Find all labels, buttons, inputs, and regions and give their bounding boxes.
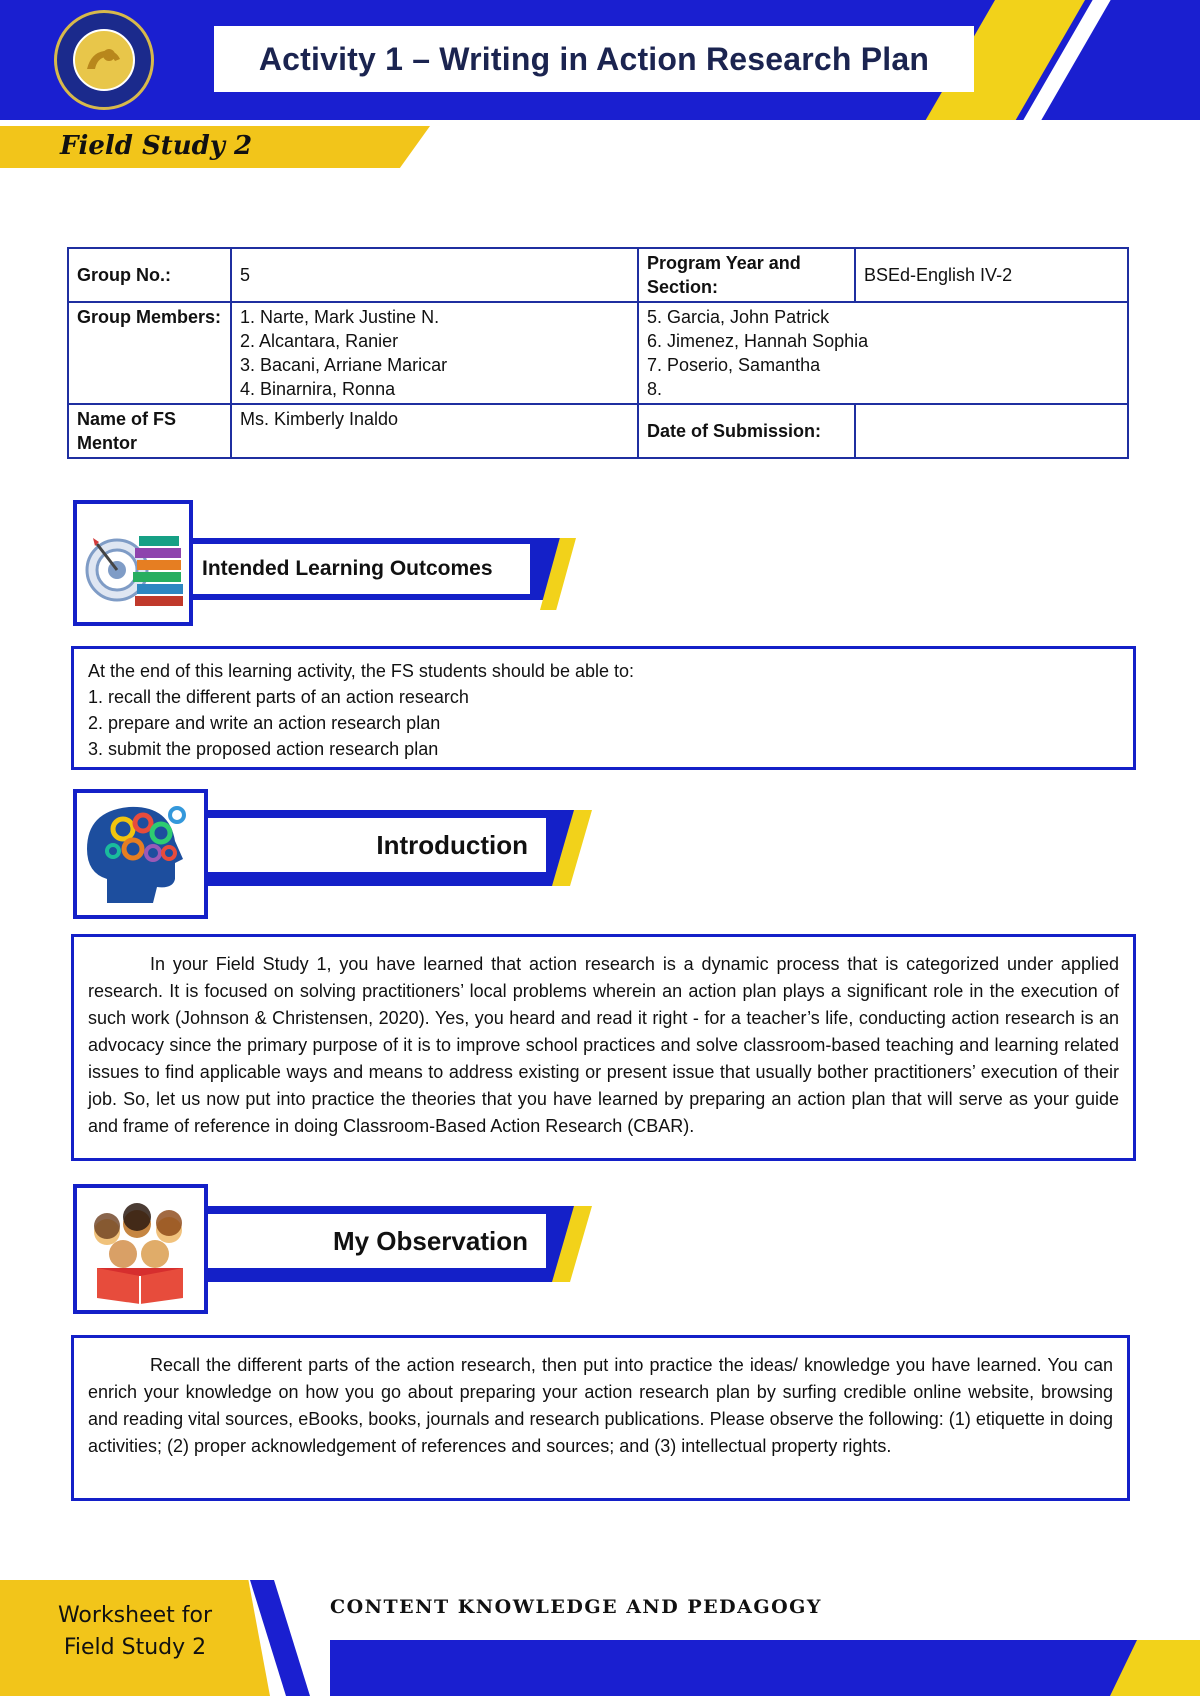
footer-worksheet-line2: Field Study 2 xyxy=(63,1635,207,1660)
head-gears-icon xyxy=(73,789,208,919)
member-item: 7. Poserio, Samantha xyxy=(647,355,821,375)
lion-emblem-icon xyxy=(75,31,133,89)
table-row xyxy=(68,248,1128,302)
member-item: 8. xyxy=(647,379,663,399)
members-right-cell xyxy=(638,302,1128,404)
member-item: 4. Binarnira, Ronna xyxy=(240,379,396,399)
university-seal-center xyxy=(73,29,135,91)
group-no-value: 5 xyxy=(231,248,638,302)
footer-blue-band xyxy=(330,1640,1200,1696)
member-item: 6. Jimenez, Hannah Sophia xyxy=(647,331,869,351)
ilo-item: 1. recall the different parts of an action research xyxy=(88,687,469,707)
member-item: 1. Narte, Mark Justine N. xyxy=(240,307,440,327)
program-label: Program Year and Section: xyxy=(638,248,855,302)
table-row xyxy=(68,302,1128,404)
ilo-item: 3. submit the proposed action research plan xyxy=(88,739,439,759)
members-left-cell xyxy=(231,302,638,404)
intro-paragraph: In your Field Study 1, you have learned that action research is a dynamic process that is categorized under applied research. It is focused on solving practitioners’ local problems wherein an action plan plays a significant role in the execution of such work (Johnson & Christensen, 2020). Yes, you heard and read it right - for a teacher’s life, conducting action research is an advocacy since the primary purpose of it is to improve school practices and solve classroom-based teaching and learning related issues to find applicable ways and means to address existing or present issue that usually bother practitioners’ execution of their job. So, let us now put into practice the theories that you have learned by preparing an action plan that will serve as your guide and frame of reference in doing Classroom-Based Action Research (CBAR). xyxy=(88,954,1119,1136)
observation-content-box xyxy=(71,1335,1130,1501)
member-item: 2. Alcantara, Ranier xyxy=(240,331,399,351)
footer-course-title: CONTENT KNOWLEDGE AND PEDAGOGY xyxy=(330,1596,822,1618)
program-value: BSEd-English IV-2 xyxy=(855,248,1128,302)
ilo-intro-line: At the end of this learning activity, the FS students should be able to: xyxy=(88,661,634,681)
title-box xyxy=(214,26,974,92)
footer-worksheet-line1: Worksheet for xyxy=(57,1603,213,1628)
subject-band-label: Field Study 2 xyxy=(60,131,253,161)
target-books-icon xyxy=(73,500,193,626)
ilo-header-box xyxy=(190,544,530,594)
date-value[interactable] xyxy=(855,404,1128,458)
ilo-heading: Intended Learning Outcomes xyxy=(202,557,493,580)
group-info-table xyxy=(67,247,1129,459)
group-no-label: Group No.: xyxy=(68,248,231,302)
observation-paragraph: Recall the different parts of the action research, then put into practice the ideas/ knowledge you have learned. You can enrich your knowledge on how you go about preparing your action research plan by surfing credible online website, browsing and reading vital sources, eBooks, books, journals and research publications. Please observe the following: (1) etiquette in doing activities; (2) proper acknowledgement of references and sources; and (3) intellectual property rights. xyxy=(88,1355,1113,1456)
intro-content-box xyxy=(71,934,1136,1161)
member-item: 3. Bacani, Arriane Maricar xyxy=(240,355,448,375)
observation-heading: My Observation xyxy=(332,1225,528,1256)
member-item: 5. Garcia, John Patrick xyxy=(647,307,830,327)
footer-worksheet-label xyxy=(40,1600,230,1664)
observation-header-box xyxy=(200,1214,546,1268)
mentor-value: Ms. Kimberly Inaldo xyxy=(231,404,638,458)
intro-header-box xyxy=(200,818,546,872)
children-reading-icon xyxy=(73,1184,208,1314)
ilo-item: 2. prepare and write an action research plan xyxy=(88,713,441,733)
date-label: Date of Submission: xyxy=(638,404,855,458)
page-title: Activity 1 – Writing in Action Research Plan xyxy=(258,40,930,77)
members-label: Group Members: xyxy=(68,302,231,404)
mentor-label: Name of FS Mentor xyxy=(68,404,231,458)
ilo-content-box xyxy=(71,646,1136,770)
table-row xyxy=(68,404,1128,458)
intro-heading: Introduction xyxy=(376,829,528,860)
